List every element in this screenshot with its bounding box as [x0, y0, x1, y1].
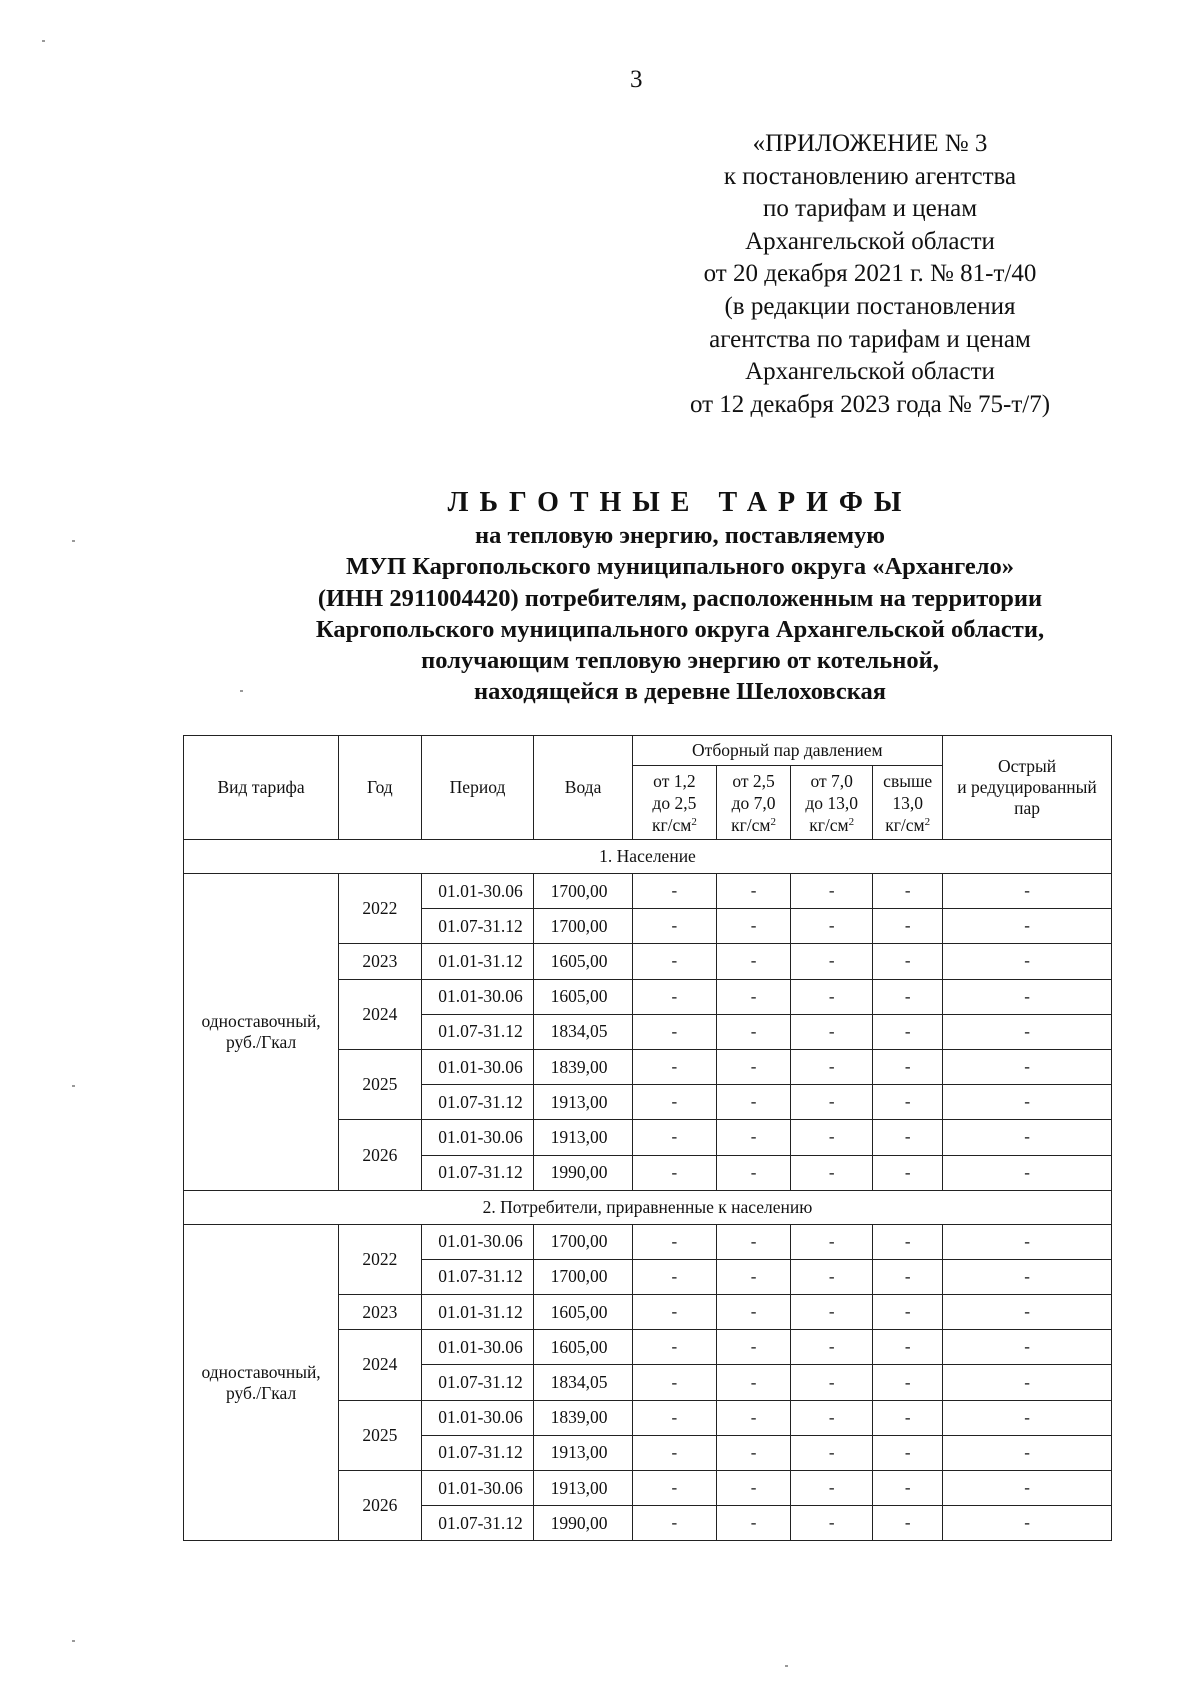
empty-value-cell: -	[791, 944, 873, 979]
header-line: до 7,0	[731, 792, 776, 813]
period-cell: 01.01-30.06	[421, 1120, 534, 1155]
empty-value-cell: -	[791, 909, 873, 944]
year-cell: 2022	[339, 874, 421, 944]
section-row	[184, 840, 1112, 874]
tariffs-table	[183, 735, 1112, 1541]
empty-value-cell: -	[791, 1330, 873, 1365]
empty-value-cell: -	[873, 1014, 943, 1049]
empty-value-cell: -	[943, 1330, 1112, 1365]
empty-value-cell: -	[717, 1085, 791, 1120]
empty-value-cell: -	[632, 909, 716, 944]
empty-value-cell: -	[717, 1224, 791, 1259]
empty-value-cell: -	[632, 1085, 716, 1120]
period-cell: 01.07-31.12	[421, 1155, 534, 1190]
header-year: Год	[339, 736, 421, 840]
empty-value-cell: -	[943, 1155, 1112, 1190]
empty-value-cell: -	[873, 1400, 943, 1435]
period-cell: 01.01-30.06	[421, 1049, 534, 1084]
empty-value-cell: -	[632, 1259, 716, 1294]
period-cell: 01.07-31.12	[421, 1506, 534, 1541]
tariff-type-line: руб./Гкал	[225, 1031, 297, 1052]
scan-speck	[785, 1665, 788, 1667]
empty-value-cell: -	[717, 1365, 791, 1400]
section-row	[184, 1190, 1112, 1224]
period-cell: 01.01-30.06	[421, 1224, 534, 1259]
empty-value-cell: -	[873, 1085, 943, 1120]
period-cell: 01.01-31.12	[421, 1295, 534, 1330]
empty-value-cell: -	[873, 979, 943, 1014]
empty-value-cell: -	[791, 1365, 873, 1400]
period-cell: 01.07-31.12	[421, 909, 534, 944]
empty-value-cell: -	[717, 1155, 791, 1190]
empty-value-cell: -	[717, 1400, 791, 1435]
header-water: Вода	[534, 736, 632, 840]
period-cell: 01.01-31.12	[421, 944, 534, 979]
empty-value-cell: -	[943, 979, 1112, 1014]
header-sharp-steam-line: Острый	[997, 756, 1057, 776]
subtitle-line: получающим тепловую энергию от котельной,	[421, 647, 939, 675]
year-cell: 2023	[339, 1295, 421, 1330]
period-cell: 01.01-30.06	[421, 1471, 534, 1506]
unit-superscript: 2	[924, 815, 931, 828]
page-number: 3	[630, 66, 643, 93]
empty-value-cell: -	[791, 979, 873, 1014]
empty-value-cell: -	[632, 1435, 716, 1470]
subtitle-line: находящейся в деревне Шелоховская	[473, 678, 887, 706]
empty-value-cell: -	[717, 1506, 791, 1541]
header-line: 13,0	[892, 792, 923, 813]
empty-value-cell: -	[632, 1365, 716, 1400]
empty-value-cell: -	[717, 1471, 791, 1506]
header-steam-1	[632, 766, 716, 840]
empty-value-cell: -	[873, 909, 943, 944]
header-period: Период	[421, 736, 534, 840]
empty-value-cell: -	[943, 1259, 1112, 1294]
empty-value-cell: -	[943, 1506, 1112, 1541]
water-value-cell: 1913,00	[534, 1471, 632, 1506]
appendix-header	[650, 128, 1090, 421]
water-value-cell: 1990,00	[534, 1506, 632, 1541]
header-steam-3	[791, 766, 873, 840]
empty-value-cell: -	[632, 1471, 716, 1506]
section-title: 1. Население	[184, 840, 1112, 874]
year-cell: 2024	[339, 979, 421, 1049]
appendix-line: Архангельской области	[745, 358, 995, 386]
unit-text: кг/см	[885, 814, 925, 835]
empty-value-cell: -	[791, 1155, 873, 1190]
empty-value-cell: -	[943, 909, 1112, 944]
empty-value-cell: -	[632, 1155, 716, 1190]
empty-value-cell: -	[873, 1049, 943, 1084]
period-cell: 01.01-30.06	[421, 874, 534, 909]
header-steam-group: Отборный пар давлением	[632, 736, 942, 766]
table-row	[184, 874, 1112, 909]
empty-value-cell: -	[632, 1330, 716, 1365]
water-value-cell: 1913,00	[534, 1435, 632, 1470]
empty-value-cell: -	[717, 1295, 791, 1330]
tariff-type-line: одноставочный,	[201, 1361, 321, 1382]
empty-value-cell: -	[873, 1259, 943, 1294]
water-value-cell: 1839,00	[534, 1400, 632, 1435]
water-value-cell: 1700,00	[534, 1224, 632, 1259]
document-title: ЛЬГОТНЫЕ ТАРИФЫ	[447, 487, 913, 518]
empty-value-cell: -	[943, 1049, 1112, 1084]
header-steam-2	[717, 766, 791, 840]
empty-value-cell: -	[791, 1435, 873, 1470]
subtitle-line: Каргопольского муниципального округа Архангельской области,	[315, 615, 1045, 643]
empty-value-cell: -	[717, 909, 791, 944]
header-line	[873, 814, 942, 836]
empty-value-cell: -	[791, 1085, 873, 1120]
empty-value-cell: -	[791, 1049, 873, 1084]
period-cell: 01.01-30.06	[421, 979, 534, 1014]
header-sharp-steam	[943, 736, 1112, 840]
empty-value-cell: -	[717, 1435, 791, 1470]
header-line: свыше	[883, 770, 933, 791]
water-value-cell: 1605,00	[534, 944, 632, 979]
unit-text: кг/см	[731, 814, 771, 835]
period-cell: 01.01-30.06	[421, 1400, 534, 1435]
period-cell: 01.01-30.06	[421, 1330, 534, 1365]
header-line: от 2,5	[732, 770, 775, 791]
water-value-cell: 1990,00	[534, 1155, 632, 1190]
empty-value-cell: -	[873, 874, 943, 909]
year-cell: 2025	[339, 1049, 421, 1119]
year-cell: 2026	[339, 1471, 421, 1541]
year-cell: 2023	[339, 944, 421, 979]
appendix-line: по тарифам и ценам	[762, 195, 978, 223]
empty-value-cell: -	[873, 1155, 943, 1190]
header-line	[791, 814, 872, 836]
empty-value-cell: -	[873, 1330, 943, 1365]
header-tariff-type: Вид тарифа	[184, 736, 339, 840]
document-title-block	[180, 486, 1180, 708]
empty-value-cell: -	[873, 1295, 943, 1330]
year-cell: 2026	[339, 1120, 421, 1190]
appendix-line: к постановлению агентства	[723, 162, 1017, 190]
empty-value-cell: -	[717, 1014, 791, 1049]
document-subtitle	[180, 520, 1180, 708]
empty-value-cell: -	[791, 1400, 873, 1435]
period-cell: 01.07-31.12	[421, 1435, 534, 1470]
table-header	[184, 736, 1112, 840]
empty-value-cell: -	[943, 1365, 1112, 1400]
scan-speck	[72, 1085, 75, 1087]
empty-value-cell: -	[873, 1435, 943, 1470]
water-value-cell: 1834,05	[534, 1014, 632, 1049]
water-value-cell: 1913,00	[534, 1120, 632, 1155]
tariff-type-cell	[184, 1224, 339, 1541]
header-line	[633, 814, 716, 836]
header-line: до 2,5	[652, 792, 697, 813]
tariff-type-cell	[184, 874, 339, 1191]
empty-value-cell: -	[873, 1120, 943, 1155]
appendix-line: агентства по тарифам и ценам	[709, 325, 1031, 353]
year-cell: 2022	[339, 1224, 421, 1294]
unit-text: кг/см	[651, 814, 692, 835]
unit-superscript: 2	[691, 815, 697, 828]
empty-value-cell: -	[943, 944, 1112, 979]
period-cell: 01.07-31.12	[421, 1014, 534, 1049]
empty-value-cell: -	[873, 1224, 943, 1259]
empty-value-cell: -	[632, 944, 716, 979]
period-cell: 01.07-31.12	[421, 1259, 534, 1294]
empty-value-cell: -	[717, 1330, 791, 1365]
empty-value-cell: -	[717, 874, 791, 909]
empty-value-cell: -	[632, 1120, 716, 1155]
empty-value-cell: -	[943, 1085, 1112, 1120]
empty-value-cell: -	[632, 874, 716, 909]
appendix-line: (в редакции постановления	[724, 292, 1016, 320]
header-line: до 13,0	[805, 792, 858, 813]
appendix-line: от 20 декабря 2021 г. № 81-т/40	[703, 260, 1037, 288]
water-value-cell: 1700,00	[534, 1259, 632, 1294]
scan-speck	[72, 540, 75, 542]
empty-value-cell: -	[943, 1435, 1112, 1470]
empty-value-cell: -	[943, 1120, 1112, 1155]
subtitle-line: (ИНН 2911004420) потребителям, расположенным на территории	[317, 584, 1043, 612]
section-title: 2. Потребители, приравненные к населению	[184, 1190, 1112, 1224]
empty-value-cell: -	[791, 1295, 873, 1330]
header-line	[717, 814, 790, 836]
empty-value-cell: -	[873, 1471, 943, 1506]
water-value-cell: 1605,00	[534, 1330, 632, 1365]
unit-superscript: 2	[770, 815, 776, 828]
empty-value-cell: -	[717, 1049, 791, 1084]
empty-value-cell: -	[943, 874, 1112, 909]
empty-value-cell: -	[791, 1224, 873, 1259]
empty-value-cell: -	[791, 1014, 873, 1049]
empty-value-cell: -	[873, 1365, 943, 1400]
water-value-cell: 1605,00	[534, 979, 632, 1014]
empty-value-cell: -	[791, 874, 873, 909]
empty-value-cell: -	[632, 1049, 716, 1084]
tariff-type-line: руб./Гкал	[225, 1382, 297, 1403]
empty-value-cell: -	[632, 1506, 716, 1541]
water-value-cell: 1700,00	[534, 909, 632, 944]
empty-value-cell: -	[791, 1259, 873, 1294]
empty-value-cell: -	[943, 1224, 1112, 1259]
scan-speck	[72, 1640, 75, 1642]
empty-value-cell: -	[943, 1471, 1112, 1506]
empty-value-cell: -	[791, 1471, 873, 1506]
table-body	[184, 840, 1112, 1541]
empty-value-cell: -	[791, 1506, 873, 1541]
table-row	[184, 1224, 1112, 1259]
empty-value-cell: -	[791, 1120, 873, 1155]
period-cell: 01.07-31.12	[421, 1085, 534, 1120]
subtitle-line: на тепловую энергию, поставляемую	[474, 522, 886, 549]
empty-value-cell: -	[632, 1295, 716, 1330]
scan-speck	[42, 40, 45, 42]
subtitle-line: МУП Каргопольского муниципального округа «Архангело»	[345, 553, 1015, 581]
empty-value-cell: -	[717, 1120, 791, 1155]
water-value-cell: 1605,00	[534, 1295, 632, 1330]
year-cell: 2024	[339, 1330, 421, 1400]
appendix-line: «ПРИЛОЖЕНИЕ № 3	[752, 130, 988, 157]
empty-value-cell: -	[717, 979, 791, 1014]
header-line: от 7,0	[810, 770, 853, 791]
unit-text: кг/см	[809, 814, 849, 835]
empty-value-cell: -	[943, 1014, 1112, 1049]
header-steam-4	[873, 766, 943, 840]
scan-speck	[240, 690, 243, 692]
header-sharp-steam-line: пар	[1014, 798, 1040, 818]
empty-value-cell: -	[873, 1506, 943, 1541]
appendix-line: от 12 декабря 2023 года № 75-т/7)	[689, 390, 1051, 418]
water-value-cell: 1913,00	[534, 1085, 632, 1120]
empty-value-cell: -	[717, 944, 791, 979]
empty-value-cell: -	[632, 1014, 716, 1049]
tariff-type-line: одноставочный,	[201, 1010, 321, 1031]
period-cell: 01.07-31.12	[421, 1365, 534, 1400]
water-value-cell: 1839,00	[534, 1049, 632, 1084]
year-cell: 2025	[339, 1400, 421, 1470]
empty-value-cell: -	[873, 944, 943, 979]
empty-value-cell: -	[943, 1295, 1112, 1330]
empty-value-cell: -	[632, 1224, 716, 1259]
header-sharp-steam-line: и редуцированный	[957, 777, 1097, 797]
appendix-line: Архангельской области	[745, 227, 995, 255]
header-line: от 1,2	[653, 770, 696, 791]
empty-value-cell: -	[632, 1400, 716, 1435]
empty-value-cell: -	[943, 1400, 1112, 1435]
water-value-cell: 1834,05	[534, 1365, 632, 1400]
empty-value-cell: -	[632, 979, 716, 1014]
unit-superscript: 2	[848, 815, 855, 828]
empty-value-cell: -	[717, 1259, 791, 1294]
water-value-cell: 1700,00	[534, 874, 632, 909]
